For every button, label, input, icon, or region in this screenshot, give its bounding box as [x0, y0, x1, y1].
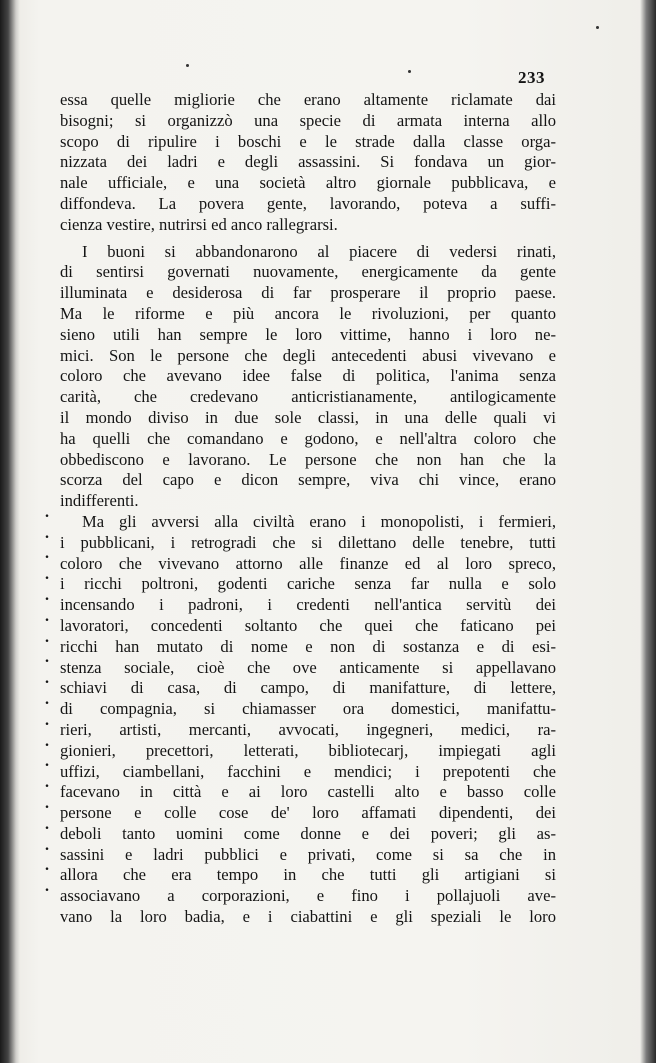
- margin-mark: .: [45, 566, 49, 584]
- margin-mark: .: [45, 649, 49, 667]
- text-line: Ma le riforme e più ancora le rivoluzioni, per quanto: [60, 303, 556, 323]
- text-line: di compagnia, si chiamasser ora domestici, manifattu-: [60, 699, 556, 719]
- text-line: ha quelli che comandano e godono, e nell'altra coloro che: [60, 428, 556, 448]
- text-line: scopo di ripulire i boschi e le strade dalla classe orga-: [60, 131, 556, 151]
- margin-mark: .: [45, 503, 49, 521]
- margin-mark: .: [45, 836, 49, 854]
- margin-mark: .: [45, 607, 49, 625]
- margin-mark: .: [45, 878, 49, 896]
- text-line: scorza del capo e dicon sempre, viva chi vince, erano: [60, 470, 556, 490]
- text-line: essa quelle migliorie che erano altamente riclamate dai: [60, 90, 556, 109]
- text-line: i ricchi poltroni, godenti cariche senza far nulla e solo: [60, 574, 556, 594]
- margin-mark: .: [45, 774, 49, 792]
- text-line: sieno utili han sempre le loro vittime, hanno i loro ne-: [60, 324, 556, 344]
- text-line: il mondo diviso in due sole classi, in una delle quali vi: [60, 407, 556, 427]
- margin-mark: .: [45, 794, 49, 812]
- margin-mark: .: [45, 690, 49, 708]
- text-line: allora che era tempo in che tutti gli artigiani si: [60, 865, 556, 885]
- text-line: uffizi, ciambellani, facchini e mendici; i prepotenti che: [60, 761, 556, 781]
- text-line: Ma gli avversi alla civiltà erano i monopolisti, i fermieri,: [82, 511, 556, 531]
- text-line: facevano in città e ai loro castelli alto e basso colle: [60, 782, 556, 802]
- margin-marks: [40, 482, 54, 898]
- margin-mark: .: [45, 857, 49, 875]
- text-line: deboli tanto uomini come donne e dei poveri; gli as-: [60, 823, 556, 843]
- text-line: di sentirsi governati nuovamente, energicamente da gente: [60, 262, 556, 282]
- binding-shadow: [0, 0, 20, 1063]
- text-line: diffondeva. La povera gente, lavorando, poteva a suffi-: [60, 193, 556, 213]
- page-edge-shadow: [640, 0, 656, 1063]
- ink-speck: [596, 26, 599, 29]
- ink-speck: [186, 64, 189, 67]
- text-line: bisogni; si organizzò una specie di armata interna allo: [60, 110, 556, 130]
- text-line: incensando i padroni, i credenti nell'antica servitù dei: [60, 595, 556, 615]
- text-line: associavano a corporazioni, e fino i pollajuoli ave-: [60, 886, 556, 906]
- text-line: illuminata e desiderosa di far prosperare il proprio paese.: [60, 283, 556, 303]
- margin-mark: .: [45, 586, 49, 604]
- text-line: stenza sociale, cioè che ove anticamente si appellavano: [60, 657, 556, 677]
- text-line: rieri, artisti, mercanti, avvocati, ingegneri, medici, ra-: [60, 719, 556, 739]
- margin-mark: [40, 482, 54, 503]
- text-line: vano la loro badia, e i ciabattini e gli speziali le loro: [60, 907, 556, 927]
- margin-mark: .: [45, 545, 49, 563]
- margin-mark: .: [45, 732, 49, 750]
- text-line: ricchi han mutato di nome e non di sostanza e di esi-: [60, 636, 556, 656]
- text-line: nizzata dei ladri e degli assassini. Si fondava un gior-: [60, 152, 556, 172]
- text-line: i pubblicani, i retrogradi che si dilettano delle tenebre, tutti: [60, 532, 556, 552]
- margin-mark: .: [45, 815, 49, 833]
- text-line: indifferenti.: [60, 491, 139, 511]
- text-line: carità, che credevano anticristianamente, antilogicamente: [60, 387, 556, 407]
- text-line: schiavi di casa, di campo, di manifatture, di lettere,: [60, 678, 556, 698]
- margin-mark: .: [45, 670, 49, 688]
- text-line: I buoni si abbandonarono al piacere di vedersi rinati,: [82, 241, 556, 261]
- margin-mark: .: [45, 524, 49, 542]
- page-number: 233: [518, 68, 545, 87]
- text-line: mici. Son le persone che degli antecedenti abusi vivevano e: [60, 345, 556, 365]
- margin-mark: .: [45, 753, 49, 771]
- text-line: coloro che vivevano attorno alle finanze ed al loro spreco,: [60, 553, 556, 573]
- margin-mark: .: [45, 628, 49, 646]
- margin-mark: .: [45, 711, 49, 729]
- ink-speck: [408, 70, 411, 73]
- text-line: lavoratori, concedenti soltanto che quei che faticano pei: [60, 615, 556, 635]
- text-line: gionieri, precettori, letterati, bibliotecarj, impiegati agli: [60, 740, 556, 760]
- text-line: persone e colle cose de' loro affamati dipendenti, dei: [60, 803, 556, 823]
- body-text: [60, 90, 556, 928]
- text-line: obbediscono e lavorano. Le persone che non han che la: [60, 449, 556, 469]
- text-line: cienza vestire, nutrirsi ed anco rallegrarsi.: [60, 214, 338, 234]
- text-line: nale ufficiale, e una società altro giornale pubblicava, e: [60, 173, 556, 193]
- text-line: sassini e ladri pubblici e privati, come si sa che in: [60, 844, 556, 864]
- text-line: coloro che avevano idee false di politica, l'anima senza: [60, 366, 556, 386]
